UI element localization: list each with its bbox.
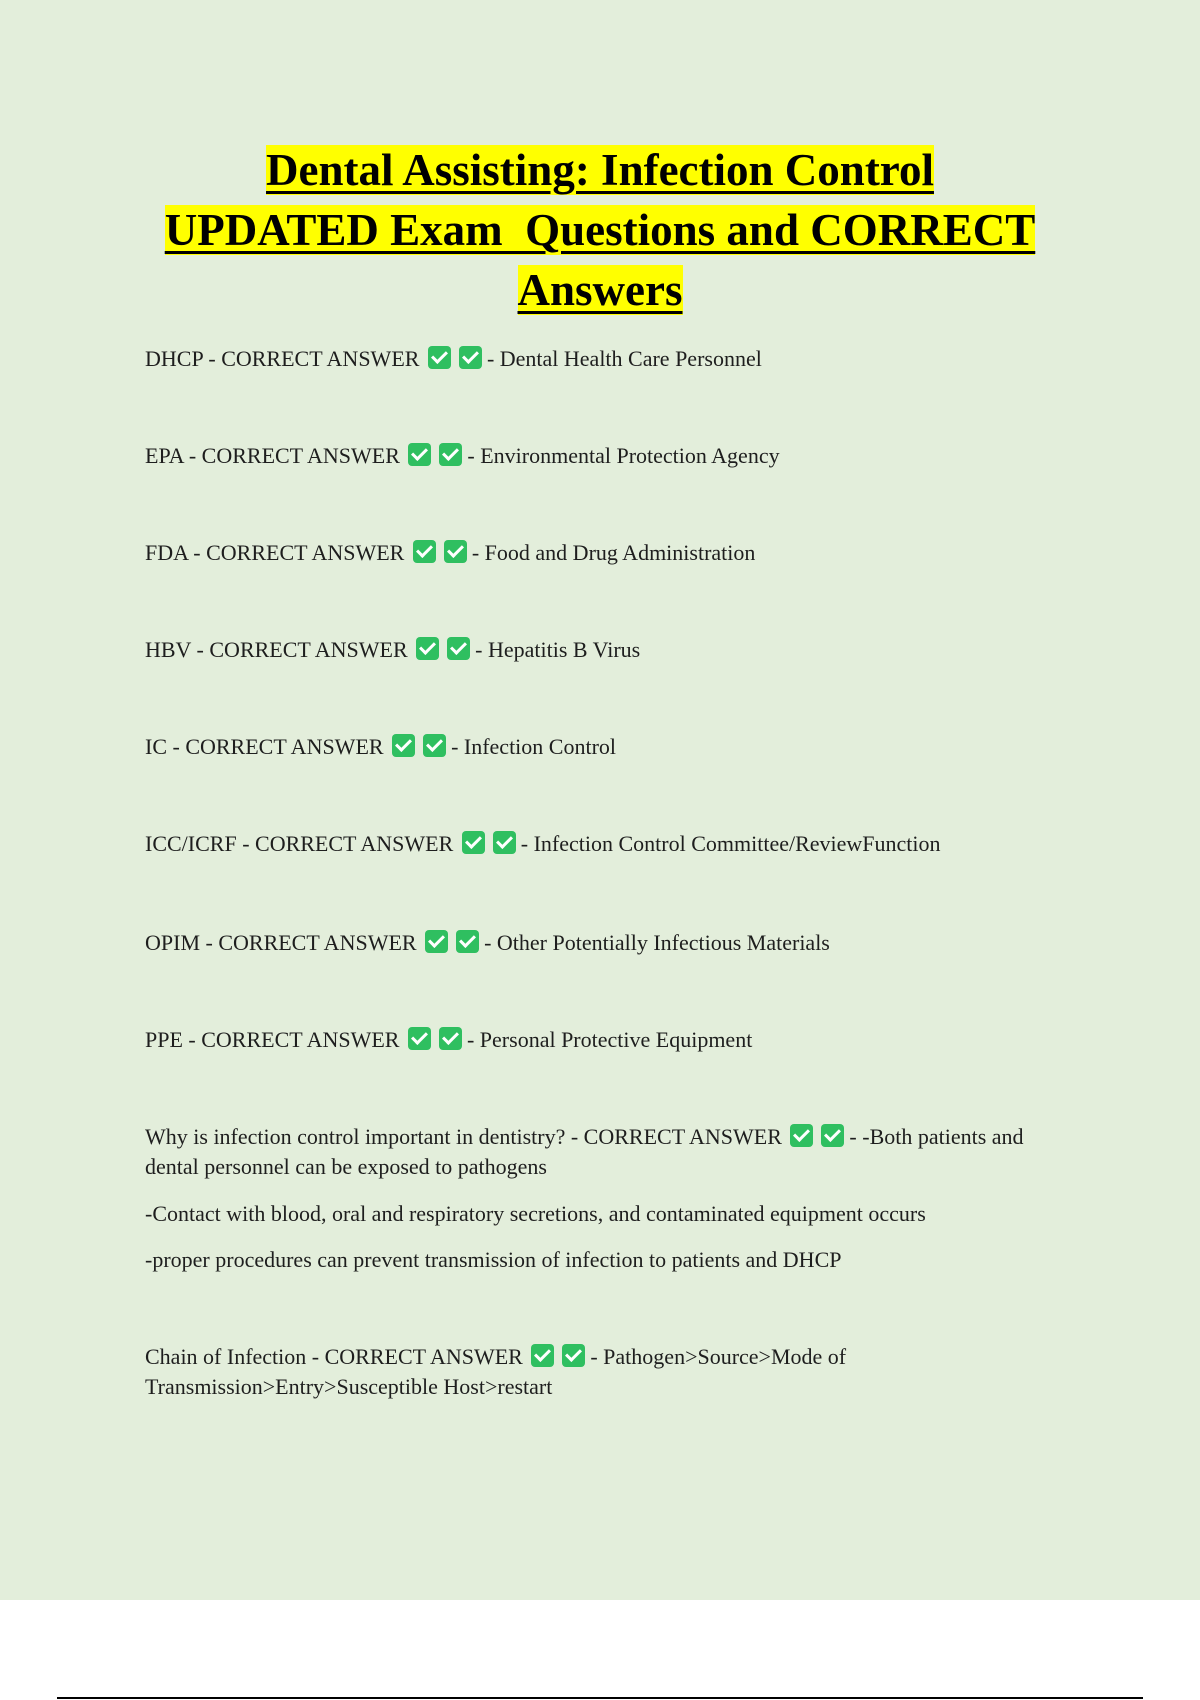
qa-entry-chain-of-infection [145, 1342, 1070, 1402]
check-mark-icon [456, 930, 479, 953]
check-mark-icon [821, 1124, 844, 1147]
check-mark-icon [408, 1027, 431, 1050]
entry-term: Chain of Infection - CORRECT ANSWER [145, 1344, 523, 1369]
qa-entry-why-infection-control [145, 1122, 1070, 1182]
entry-term: PPE - CORRECT ANSWER [145, 1027, 400, 1052]
qa-entry-fda [145, 538, 1070, 568]
entry-answer: - Food and Drug Administration [471, 540, 756, 565]
entry-term: FDA - CORRECT ANSWER [145, 540, 405, 565]
qa-entry-hbv [145, 635, 1070, 665]
entry-answer: - Hepatitis B Virus [475, 637, 641, 662]
entry-answer: - Pathogen>Source>Mode of Transmission>Entry>Susceptible Host>restart [145, 1344, 847, 1399]
qa-entry-icc-icrf [145, 829, 1070, 859]
check-mark-icon [531, 1344, 554, 1367]
check-mark-icon [562, 1344, 585, 1367]
footer-divider [57, 1697, 1143, 1699]
entry-term: OPIM - CORRECT ANSWER [145, 930, 417, 955]
check-mark-icon [413, 540, 436, 563]
qa-entry-detail-line: -proper procedures can prevent transmission of infection to patients and DHCP [145, 1247, 842, 1272]
check-mark-icon [447, 637, 470, 660]
document-title [100, 140, 1100, 320]
entry-term: ICC/ICRF - CORRECT ANSWER [145, 831, 454, 856]
entry-answer: - Environmental Protection Agency [467, 443, 780, 468]
title-line-2: UPDATED Exam Questions and CORRECT [164, 205, 1036, 255]
title-line-1: Dental Assisting: Infection Control [266, 145, 934, 195]
entry-answer: - Personal Protective Equipment [466, 1027, 753, 1052]
entry-answer: - Infection Control [451, 734, 617, 759]
entry-answer: - Other Potentially Infectious Materials [484, 930, 830, 955]
qa-entry-ppe [145, 1025, 1070, 1055]
check-mark-icon [459, 346, 482, 369]
check-mark-icon [423, 734, 446, 757]
entry-answer: - -Both patients and dental personnel can be exposed to pathogens [145, 1124, 1024, 1179]
check-mark-icon [493, 831, 516, 854]
check-mark-icon [428, 346, 451, 369]
entry-term: HBV - CORRECT ANSWER [145, 637, 408, 662]
entry-answer: - Infection Control Committee/ReviewFunction [520, 831, 941, 856]
entry-term: Why is infection control important in dentistry? - CORRECT ANSWER [145, 1124, 782, 1149]
title-line-3: Answers [517, 265, 683, 315]
check-mark-icon [425, 930, 448, 953]
entry-term: EPA - CORRECT ANSWER [145, 443, 400, 468]
qa-entry-detail-line: -Contact with blood, oral and respiratory secretions, and contaminated equipment occurs [145, 1201, 926, 1226]
check-mark-icon [462, 831, 485, 854]
qa-entry-opim [145, 928, 1070, 958]
entry-answer: - Dental Health Care Personnel [486, 346, 762, 371]
qa-entry-dhcp [145, 344, 1070, 374]
entry-term: IC - CORRECT ANSWER [145, 734, 384, 759]
qa-entry-epa [145, 441, 1070, 471]
check-mark-icon [439, 443, 462, 466]
check-mark-icon [408, 443, 431, 466]
check-mark-icon [439, 1027, 462, 1050]
qa-entry-ic [145, 732, 1070, 762]
check-mark-icon [416, 637, 439, 660]
check-mark-icon [444, 540, 467, 563]
check-mark-icon [392, 734, 415, 757]
entry-term: DHCP - CORRECT ANSWER [145, 346, 420, 371]
check-mark-icon [790, 1124, 813, 1147]
